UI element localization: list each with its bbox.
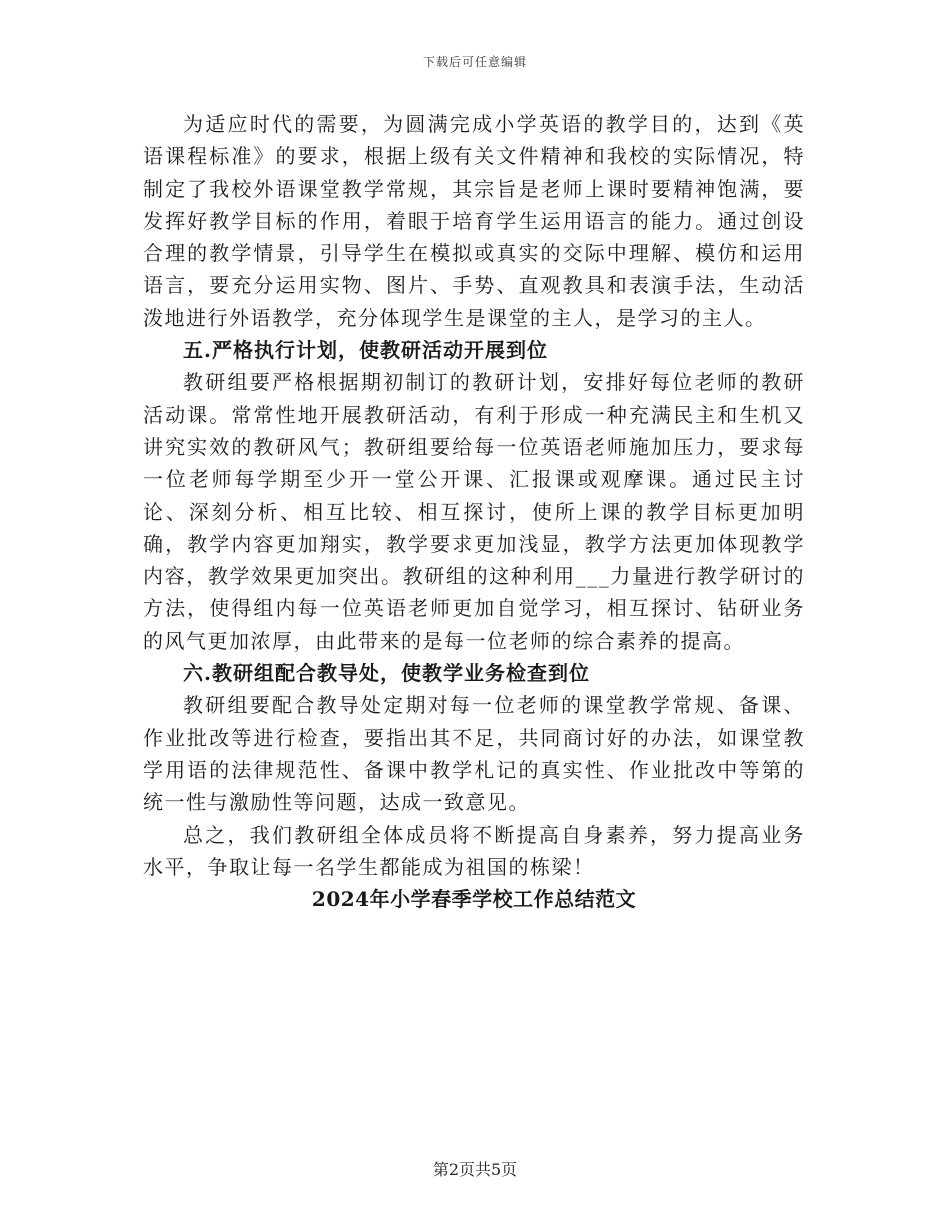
paragraph-research-activities: 教研组要严格根据期初制订的教研计划，安排好每位老师的教研活动课。常常性地开展教研活动，有利于形成一种充满民主和生机又讲究实效的教研风气；教研组要给每一位英语老师施加压力，要求每一位老师每学期至少开一堂公开课、汇报课或观摩课。通过民主讨论、深刻分析、相互比较、相互探讨，使所上课的教学目标更加明确，教学内容更加翔实，教学要求更加浅显，教学方法更加体现教学内容，教学效果更加突出。教研组的这种利用___力量进行教学研讨的方法，使得组内每一位英语老师更加自觉学习，相互探讨、钻研业务的风气更加浓厚，由此带来的是每一位老师的综合素养的提高。 <box>143 370 805 653</box>
paragraph-business-inspection: 教研组要配合教导处定期对每一位老师的课堂教学常规、备课、作业批改等进行检查，要指出其不足，共同商讨好的办法，如课堂教学用语的法律规范性、备课中教学札记的真实性、作业批改中等第的统一性与激励性等问题，达成一致意见。 <box>143 693 805 815</box>
document-body <box>143 108 805 915</box>
page-header: 下载后可任意编辑 <box>422 55 527 69</box>
section-heading-6: 六.教研组配合教导处，使教学业务检查到位 <box>183 661 590 686</box>
section-heading-5: 五.严格执行计划，使教研活动开展到位 <box>183 338 548 363</box>
paragraph-conclusion: 总之，我们教研组全体成员将不断提高自身素养，努力提高业务水平，争取让每一名学生都能成为祖国的栋梁！ <box>143 822 805 879</box>
paragraph-teaching-routine: 为适应时代的需要，为圆满完成小学英语的教学目的，达到《英语课程标准》的要求，根据上级有关文件精神和我校的实际情况，特制定了我校外语课堂教学常规，其宗旨是老师上课时要精神饱满，要发挥好教学目标的作用，着眼于培育学生运用语言的能力。通过创设合理的教学情景，引导学生在模拟或真实的交际中理解、模仿和运用语言，要充分运用实物、图片、手势、直观教具和表演手法，生动活泼地进行外语教学，充分体现学生是课堂的主人，是学习的主人。 <box>143 112 805 330</box>
next-document-title: 2024年小学春季学校工作总结范文 <box>311 887 637 912</box>
page-number-footer: 第2页共5页 <box>432 1160 518 1179</box>
